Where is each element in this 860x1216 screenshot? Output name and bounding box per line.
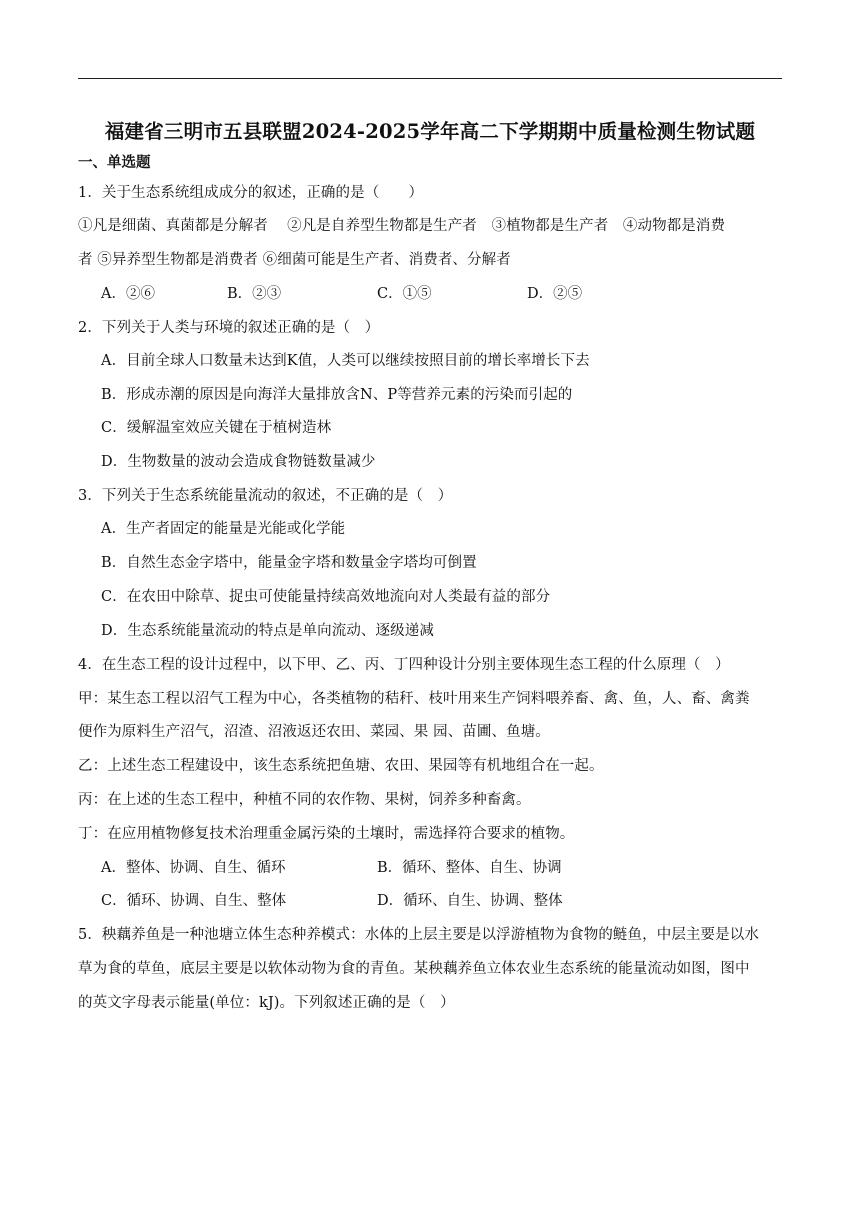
question-4-yi: 乙：上述生态工程建设中，该生态系统把鱼塘、农田、果园等有机地组合在一起。 bbox=[78, 758, 604, 774]
question-4-option-b: B．循环、整体、自生、协调 bbox=[377, 860, 562, 876]
question-5-line-2: 草为食的草鱼，底层主要是以软体动物为食的青鱼。某秧藕养鱼立体农业生态系统的能量流动如图，图中 bbox=[78, 961, 750, 977]
question-4-bing: 丙：在上述的生态工程中，种植不同的农作物、果树，饲养多种畜禽。 bbox=[78, 792, 531, 808]
question-2-option-b: B．形成赤潮的原因是向海洋大量排放含N、P等营养元素的污染而引起的 bbox=[101, 387, 573, 403]
question-1-option-a: A．②⑥ bbox=[101, 286, 155, 302]
document-title: 福建省三明市五县联盟2024-2025学年高二下学期期中质量检测生物试题 bbox=[104, 120, 756, 143]
question-3-option-a: A．生产者固定的能量是光能或化学能 bbox=[101, 521, 346, 537]
question-3-stem: 3．下列关于生态系统能量流动的叙述，不正确的是（ ） bbox=[78, 488, 453, 504]
question-4-option-c: C．循环、协调、自生、整体 bbox=[101, 893, 287, 909]
question-1-option-d: D．②⑤ bbox=[527, 286, 583, 302]
question-1-option-b: B．②③ bbox=[227, 286, 282, 302]
question-5-line-3: 的英文字母表示能量(单位：kJ)。下列叙述正确的是（ ） bbox=[78, 995, 455, 1011]
question-1-statements-line-1: ①凡是细菌、真菌都是分解者 ②凡是自养型生物都是生产者 ③植物都是生产者 ④动物都是消费 bbox=[78, 218, 726, 234]
question-4-jia-line-2: 便作为原料生产沼气，沼渣、沼液返还农田、菜园、果 园、苗圃、鱼塘。 bbox=[78, 724, 550, 740]
question-3-option-c: C．在农田中除草、捉虫可使能量持续高效地流向对人类最有益的部分 bbox=[101, 589, 551, 605]
question-5-line-1: 5．秧藕养鱼是一种池塘立体生态种养模式：水体的上层主要是以浮游植物为食物的鲢鱼，中层主要是以水 bbox=[78, 927, 759, 943]
question-3-option-d: D．生态系统能量流动的特点是单向流动、逐级递减 bbox=[101, 623, 434, 639]
question-2-option-a: A．目前全球人口数量未达到K值，人类可以继续按照目前的增长率增长下去 bbox=[101, 353, 590, 369]
question-2-option-d: D．生物数量的波动会造成食物链数量减少 bbox=[101, 454, 376, 470]
question-4-option-d: D．循环、自生、协调、整体 bbox=[377, 893, 563, 909]
question-1-statements-line-2: 者 ⑤异养型生物都是消费者 ⑥细菌可能是生产者、消费者、分解者 bbox=[78, 252, 511, 268]
question-4-option-a: A．整体、协调、自生、循环 bbox=[101, 860, 286, 876]
header-rule bbox=[78, 78, 782, 79]
question-1-option-c: C．①⑤ bbox=[377, 286, 432, 302]
section-heading: 一、单选题 bbox=[78, 154, 151, 171]
question-4-jia-line-1: 甲：某生态工程以沼气工程为中心，各类植物的秸秆、枝叶用来生产饲料喂养畜、禽、鱼，人、畜、禽粪 bbox=[78, 691, 750, 707]
question-2-stem: 2．下列关于人类与环境的叙述正确的是（ ） bbox=[78, 320, 380, 336]
question-3-option-b: B．自然生态金字塔中，能量金字塔和数量金字塔均可倒置 bbox=[101, 555, 477, 571]
question-4-stem: 4．在生态工程的设计过程中，以下甲、乙、丙、丁四种设计分别主要体现生态工程的什么原理（ ） bbox=[78, 657, 730, 673]
question-1-stem: 1．关于生态系统组成成分的叙述，正确的是（ ） bbox=[78, 185, 424, 201]
question-4-ding: 丁：在应用植物修复技术治理重金属污染的土壤时，需选择符合要求的植物。 bbox=[78, 826, 575, 842]
question-2-option-c: C．缓解温室效应关键在于植树造林 bbox=[101, 420, 332, 436]
